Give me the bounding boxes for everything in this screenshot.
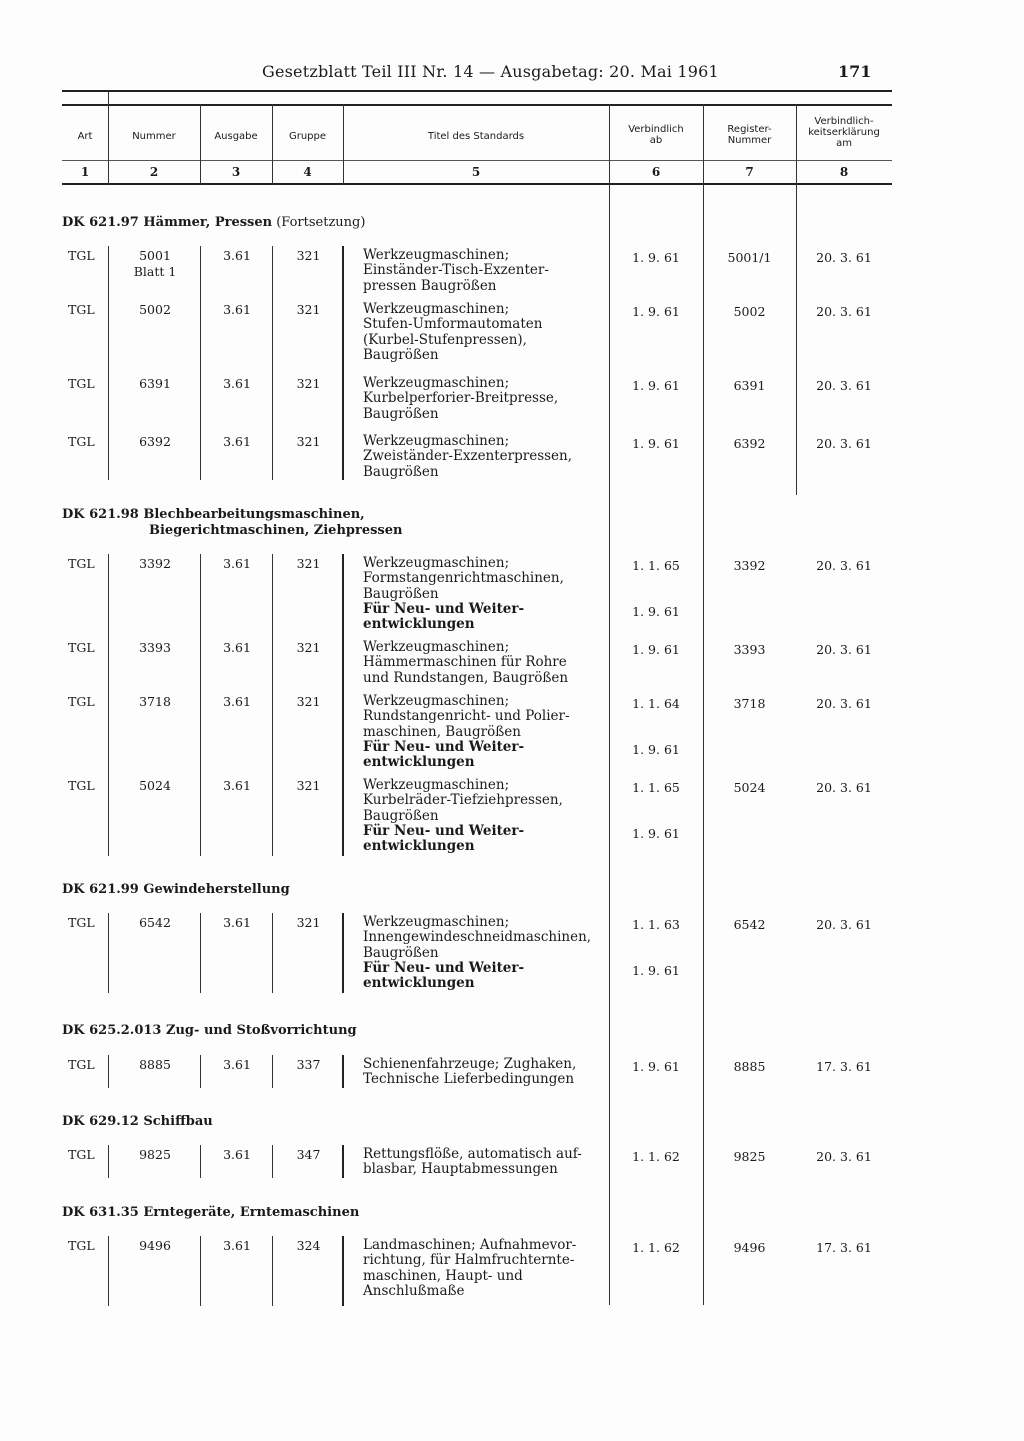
nummer-cell: 6542 xyxy=(139,915,171,930)
register-cell: 5024 xyxy=(733,780,766,795)
erklaerung-cell: 20. 3. 61 xyxy=(816,250,872,265)
column-divider xyxy=(200,104,201,185)
row-divider xyxy=(200,913,201,993)
running-header: Gesetzblatt Teil III Nr. 14 — Ausgabetag: 20. Mai 1961 xyxy=(262,62,719,81)
column-divider xyxy=(108,104,109,185)
art-cell: TGL xyxy=(68,434,95,449)
column-header-7: Register- Nummer xyxy=(727,124,772,146)
erklaerung-cell: 17. 3. 61 xyxy=(816,1240,872,1255)
row-divider xyxy=(108,913,109,993)
art-cell: TGL xyxy=(68,915,95,930)
ausgabe-cell: 3.61 xyxy=(223,1238,251,1253)
column-number-4: 4 xyxy=(303,165,312,179)
art-cell: TGL xyxy=(68,694,95,709)
row-divider xyxy=(108,1236,109,1306)
art-cell: TGL xyxy=(68,1057,95,1072)
verbindlich-ab-cell: 1. 9. 61 xyxy=(632,962,680,978)
gruppe-cell: 321 xyxy=(296,640,321,655)
art-cell: TGL xyxy=(68,248,95,263)
erklaerung-cell: 20. 3. 61 xyxy=(816,304,872,319)
register-cell: 5002 xyxy=(733,304,766,319)
header-rule-top xyxy=(62,90,892,92)
column-number-6: 6 xyxy=(651,165,661,179)
column-number-2: 2 xyxy=(149,165,159,179)
erklaerung-cell: 20. 3. 61 xyxy=(816,642,872,657)
title-note-line xyxy=(363,602,524,617)
erklaerung-cell: 20. 3. 61 xyxy=(816,780,872,795)
register-cell: 6542 xyxy=(733,917,766,932)
nummer-cell: 5001 xyxy=(139,248,171,263)
column-divider xyxy=(796,104,797,185)
nummer-cell: 9496 xyxy=(139,1238,171,1253)
register-cell: 3393 xyxy=(733,642,766,657)
gruppe-cell: 321 xyxy=(296,915,321,930)
title-line: Baugrößen xyxy=(363,807,439,824)
nummer-cell: 9825 xyxy=(139,1147,171,1162)
section-heading xyxy=(62,1114,213,1129)
column-divider xyxy=(703,104,704,185)
nummer-sheet: Blatt 1 xyxy=(133,264,177,279)
column-divider xyxy=(609,104,610,185)
title-line: und Rundstangen, Baugrößen xyxy=(363,669,569,686)
note-text: Für Neu- und Weiter- xyxy=(363,959,525,976)
title-line: pressen Baugrößen xyxy=(363,277,497,294)
gruppe-cell: 321 xyxy=(296,302,321,317)
art-cell: TGL xyxy=(68,778,95,793)
right-column-rule xyxy=(796,185,797,495)
verbindlich-ab-cell: 1. 1. 65 xyxy=(632,780,680,795)
verbindlich-ab-cell: 1. 9. 61 xyxy=(632,642,680,657)
title-line: Einständer-Tisch-Exzenter- xyxy=(363,262,549,279)
title-line: (Kurbel-Stufenpressen), xyxy=(363,331,527,348)
title-line: Werkzeugmaschinen; xyxy=(363,301,510,317)
erklaerung-cell: 20. 3. 61 xyxy=(816,378,872,393)
row-divider xyxy=(200,1145,201,1178)
title-line: Technische Lieferbedingungen xyxy=(363,1071,575,1088)
title-note-line xyxy=(363,755,475,770)
nummer-cell: 3393 xyxy=(139,640,171,655)
section-title: DK 631.35 Erntegeräte, Erntemaschinen xyxy=(62,1205,360,1220)
title-line: Baugrößen xyxy=(363,346,439,363)
title-line: Innengewindeschneidmaschinen, xyxy=(363,929,592,946)
note-text: Für Neu- und Weiter- xyxy=(363,600,525,617)
note-text: entwicklungen xyxy=(363,616,475,633)
verbindlich-ab-cell: 1. 9. 61 xyxy=(632,825,680,841)
title-line: Hämmermaschinen für Rohre xyxy=(363,654,567,671)
verbindlich-ab-cell: 1. 9. 61 xyxy=(632,250,680,265)
title-line: Rundstangenricht- und Polier- xyxy=(363,708,570,725)
verbindlich-ab-cell: 1. 1. 63 xyxy=(632,917,680,932)
title-line: Zweiständer-Exzenterpressen, xyxy=(363,448,573,465)
register-cell: 9825 xyxy=(733,1149,766,1164)
erklaerung-cell: 20. 3. 61 xyxy=(816,436,872,451)
section-heading xyxy=(62,1205,359,1220)
column-header-1: Art xyxy=(77,131,93,142)
header-rule-2 xyxy=(62,104,892,106)
erklaerung-cell: 20. 3. 61 xyxy=(816,696,872,711)
section-title: DK 625.2.013 Zug- und Stoßvorrichtung xyxy=(62,1023,357,1038)
ausgabe-cell: 3.61 xyxy=(223,778,251,793)
art-cell: TGL xyxy=(68,640,95,655)
title-line: Baugrößen xyxy=(363,463,439,480)
title-line: Rettungsflöße, automatisch auf- xyxy=(363,1146,582,1162)
section-heading xyxy=(62,215,365,230)
column-header-8: Verbindlich- keitserklärung am xyxy=(808,116,880,149)
row-divider xyxy=(200,554,201,856)
title-line: Werkzeugmaschinen; xyxy=(363,777,510,793)
ausgabe-cell: 3.61 xyxy=(223,694,251,709)
section-heading xyxy=(62,882,290,897)
column-header-4: Gruppe xyxy=(288,131,327,142)
section-title: DK 621.99 Gewindeherstellung xyxy=(62,882,290,897)
title-line: Werkzeugmaschinen; xyxy=(363,247,510,263)
note-text: Für Neu- und Weiter- xyxy=(363,822,525,839)
title-note-line xyxy=(363,740,524,755)
erklaerung-cell: 17. 3. 61 xyxy=(816,1059,872,1074)
section-heading-line-2: Biegerichtmaschinen, Ziehpressen xyxy=(149,523,403,538)
title-line: richtung, für Halmfruchternte- xyxy=(363,1252,575,1269)
title-line: Werkzeugmaschinen; xyxy=(363,693,510,709)
verbindlich-ab-cell: 1. 9. 61 xyxy=(632,436,680,451)
column-divider xyxy=(272,104,273,185)
title-note-line xyxy=(363,976,475,991)
nummer-cell: 6391 xyxy=(139,376,171,391)
nummer-cell: 3718 xyxy=(139,694,171,709)
outer-left-rule xyxy=(108,92,109,106)
gruppe-cell: 321 xyxy=(296,556,321,571)
ausgabe-cell: 3.61 xyxy=(223,915,251,930)
nummer-cell: 6392 xyxy=(139,434,171,449)
gruppe-cell: 321 xyxy=(296,434,321,449)
register-cell: 5001/1 xyxy=(727,250,772,265)
note-text: entwicklungen xyxy=(363,975,475,992)
verbindlich-ab-cell: 1. 9. 61 xyxy=(632,1059,680,1074)
column-header-5: Titel des Standards xyxy=(427,131,525,142)
title-line: Anschlußmaße xyxy=(363,1282,465,1299)
note-text: entwicklungen xyxy=(363,838,475,855)
title-line: Kurbelräder-Tiefziehpressen, xyxy=(363,792,563,809)
gruppe-cell: 321 xyxy=(296,376,321,391)
title-line: Landmaschinen; Aufnahmevor- xyxy=(363,1237,577,1253)
art-cell: TGL xyxy=(68,556,95,571)
erklaerung-cell: 20. 3. 61 xyxy=(816,1149,872,1164)
note-text: entwicklungen xyxy=(363,754,475,771)
register-cell: 6391 xyxy=(733,378,766,393)
right-column-rule xyxy=(703,185,704,1305)
gruppe-cell: 347 xyxy=(296,1147,321,1162)
title-line: Formstangenrichtmaschinen, xyxy=(363,570,564,587)
row-divider xyxy=(200,1055,201,1088)
art-cell: TGL xyxy=(68,1238,95,1253)
register-cell: 9496 xyxy=(733,1240,766,1255)
register-cell: 3392 xyxy=(733,558,766,573)
gruppe-cell: 321 xyxy=(296,778,321,793)
title-line: Schienenfahrzeuge; Zughaken, xyxy=(363,1056,577,1072)
column-number-1: 1 xyxy=(80,165,90,179)
gruppe-cell: 324 xyxy=(296,1238,321,1253)
ausgabe-cell: 3.61 xyxy=(223,1147,251,1162)
art-cell: TGL xyxy=(68,376,95,391)
title-line: Baugrößen xyxy=(363,405,439,422)
verbindlich-ab-cell: 1. 9. 61 xyxy=(632,741,680,757)
section-heading xyxy=(62,1023,357,1038)
column-number-8: 8 xyxy=(839,165,849,179)
row-divider xyxy=(108,554,109,856)
ausgabe-cell: 3.61 xyxy=(223,302,251,317)
title-line: Werkzeugmaschinen; xyxy=(363,914,510,930)
row-divider xyxy=(272,913,273,993)
title-line: maschinen, Baugrößen xyxy=(363,723,521,740)
title-line: Baugrößen xyxy=(363,585,439,602)
title-note-line xyxy=(363,824,524,839)
column-number-7: 7 xyxy=(745,165,754,179)
verbindlich-ab-cell: 1. 9. 61 xyxy=(632,378,680,393)
erklaerung-cell: 20. 3. 61 xyxy=(816,558,872,573)
row-divider xyxy=(108,1145,109,1178)
verbindlich-ab-cell: 1. 9. 61 xyxy=(632,603,680,619)
gruppe-cell: 321 xyxy=(296,694,321,709)
title-line: Werkzeugmaschinen; xyxy=(363,639,510,655)
verbindlich-ab-cell: 1. 1. 64 xyxy=(632,696,680,711)
ausgabe-cell: 3.61 xyxy=(223,248,251,263)
title-line: maschinen, Haupt- und xyxy=(363,1267,523,1284)
row-divider xyxy=(272,1236,273,1306)
ausgabe-cell: 3.61 xyxy=(223,1057,251,1072)
title-line: Werkzeugmaschinen; xyxy=(363,375,510,391)
ausgabe-cell: 3.61 xyxy=(223,556,251,571)
verbindlich-ab-cell: 1. 9. 61 xyxy=(632,304,680,319)
page-number: 171 xyxy=(838,62,872,81)
register-cell: 8885 xyxy=(733,1059,766,1074)
column-header-3: Ausgabe xyxy=(214,131,258,142)
register-cell: 3718 xyxy=(733,696,766,711)
row-divider xyxy=(272,246,273,480)
verbindlich-ab-cell: 1. 1. 65 xyxy=(632,558,680,573)
nummer-cell: 3392 xyxy=(139,556,171,571)
title-line: Stufen-Umformautomaten xyxy=(363,316,543,333)
art-cell: TGL xyxy=(68,302,95,317)
row-divider xyxy=(272,1145,273,1178)
title-note-line xyxy=(363,617,475,632)
nummer-cell: 5024 xyxy=(139,778,171,793)
title-line: Werkzeugmaschinen; xyxy=(363,433,510,449)
nummer-cell: 8885 xyxy=(139,1057,171,1072)
column-number-3: 3 xyxy=(231,165,241,179)
title-line: Baugrößen xyxy=(363,944,439,961)
row-divider xyxy=(200,246,201,480)
row-divider xyxy=(200,1236,201,1306)
gruppe-cell: 337 xyxy=(296,1057,321,1072)
column-header-6: Verbindlich ab xyxy=(628,124,684,146)
title-line: Kurbelperforier-Breitpresse, xyxy=(363,390,559,407)
register-cell: 6392 xyxy=(733,436,766,451)
erklaerung-cell: 20. 3. 61 xyxy=(816,917,872,932)
row-divider xyxy=(108,1055,109,1088)
section-heading xyxy=(62,507,365,522)
ausgabe-cell: 3.61 xyxy=(223,434,251,449)
ausgabe-cell: 3.61 xyxy=(223,640,251,655)
title-line: blasbar, Hauptabmessungen xyxy=(363,1161,558,1178)
column-divider xyxy=(343,104,344,185)
right-column-rule xyxy=(609,185,610,1305)
verbindlich-ab-cell: 1. 1. 62 xyxy=(632,1240,680,1255)
title-note-line xyxy=(363,839,475,854)
section-title: DK 629.12 Schiffbau xyxy=(62,1114,213,1129)
art-cell: TGL xyxy=(68,1147,95,1162)
row-divider xyxy=(272,554,273,856)
row-divider xyxy=(272,1055,273,1088)
verbindlich-ab-cell: 1. 1. 62 xyxy=(632,1149,680,1164)
header-rule-3 xyxy=(62,160,892,161)
section-note: (Fortsetzung) xyxy=(272,215,366,230)
title-line: Werkzeugmaschinen; xyxy=(363,555,510,571)
section-title: DK 621.97 Hämmer, Pressen xyxy=(62,215,273,230)
ausgabe-cell: 3.61 xyxy=(223,376,251,391)
note-text: Für Neu- und Weiter- xyxy=(363,738,525,755)
row-divider xyxy=(108,246,109,480)
column-number-5: 5 xyxy=(471,165,481,179)
nummer-cell: 5002 xyxy=(139,302,171,317)
gruppe-cell: 321 xyxy=(296,248,321,263)
header-rule-bottom xyxy=(62,183,892,185)
section-title: DK 621.98 Blechbearbeitungsmaschinen, xyxy=(62,507,365,522)
column-header-2: Nummer xyxy=(132,131,176,142)
title-note-line xyxy=(363,961,524,976)
